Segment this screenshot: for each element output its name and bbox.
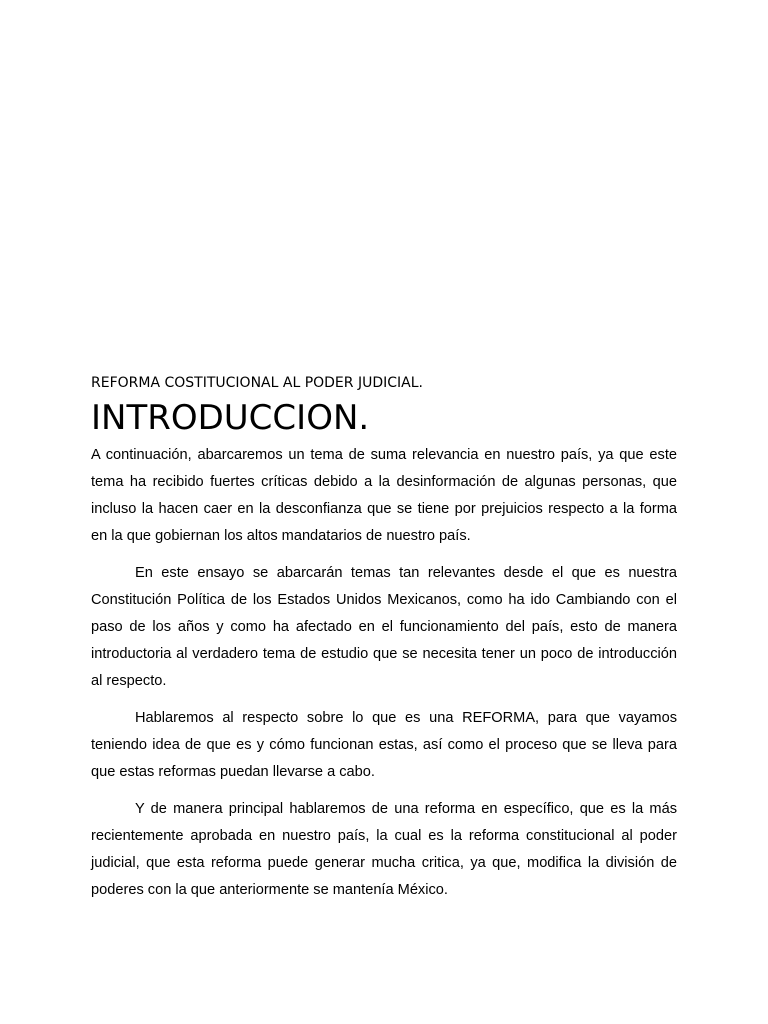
document-page bbox=[91, 374, 677, 914]
document-subtitle: REFORMA COSTITUCIONAL AL PODER JUDICIAL. bbox=[91, 375, 423, 391]
paragraph-essay-scope: En este ensayo se abarcarán temas tan relevantes desde el que es nuestra Constitución Política de los Estados Unidos Mexicanos, como ha ido Cambiando con el paso de los años y como ha afectado en el funcionamiento del país, esto de manera introductoria al verdadero tema de estudio que se necesita tener un poco de introducción al respecto. bbox=[91, 565, 677, 689]
document-heading: INTRODUCCION. bbox=[91, 398, 370, 438]
paragraph-intro: A continuación, abarcaremos un tema de suma relevancia en nuestro país, ya que este tema ha recibido fuertes críticas debido a la desinformación de algunas personas, que incluso la hacen caer en la desconfianza que se tiene por prejuicios respecto a la forma en la que gobiernan los altos mandatarios de nuestro país. bbox=[91, 447, 677, 544]
paragraph-main-topic: Y de manera principal hablaremos de una reforma en específico, que es la más recientemente aprobada en nuestro país, la cual es la reforma constitucional al poder judicial, que esta reforma puede generar mucha critica, ya que, modifica la división de poderes con la que anteriormente se mantenía México. bbox=[91, 801, 677, 898]
paragraph-reforma-definition: Hablaremos al respecto sobre lo que es una REFORMA, para que vayamos teniendo idea de que es y cómo funcionan estas, así como el proceso que se lleva para que estas reformas puedan llevarse a cabo. bbox=[91, 710, 677, 780]
